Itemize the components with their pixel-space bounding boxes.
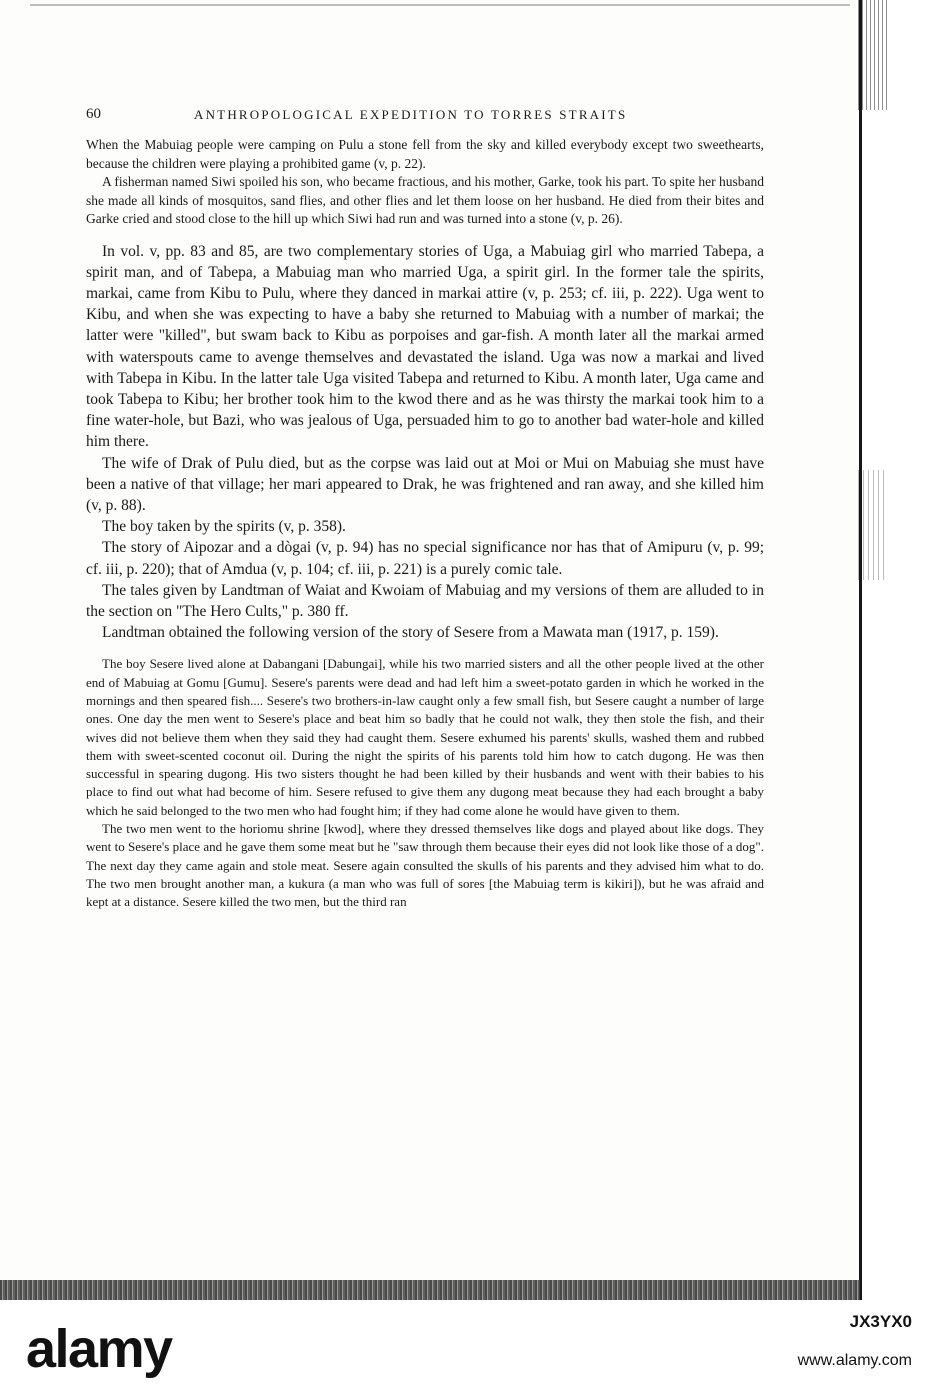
alamy-logo: alamy bbox=[26, 1319, 172, 1379]
paragraph-boy-spirits: The boy taken by the spirits (v, p. 358). bbox=[102, 518, 346, 536]
image-id: JX3YX0 bbox=[849, 1312, 912, 1331]
top-scan-rule bbox=[30, 4, 850, 6]
right-scan-margin bbox=[856, 0, 948, 1300]
extract-block bbox=[86, 655, 764, 911]
bottom-scan-strip bbox=[0, 1280, 860, 1300]
body-text bbox=[86, 136, 764, 912]
paragraph-drak-of-pulu: The wife of Drak of Pulu died, but as the corpse was laid out at Moi or Mui on Mabuiag she must have been a native of that village; her mari appeared to Drak, he was frightened and ran away, and she killed him (v, p. 88). bbox=[86, 454, 764, 514]
scan-noise-middle bbox=[858, 470, 888, 580]
extract-paragraph-sesere: The boy Sesere lived alone at Dabangani [Dabungai], while his two married sisters and all the other people lived at the other end of Mabuiag at Gomu [Gumu]. Sesere's parents were dead and had left him a sweet-potato garden in which he worked in the mornings and then speared fish.... Sesere's two brothers-in-law caught only a few small fish, but Sesere caught a number of large ones. One day the men went to Sesere's place and beat him so badly that he could not walk, they then stole the fish, and their wives did not believe them when they said they had caught them. Sesere exhumed his parents' skulls, washed them and rubbed them with sweet-scented coconut oil. During the night the spirits of his parents told him how to catch dugong. He was then successful in spearing dugong. His two sisters thought he had been killed by their husbands and went with their babies to his place to find out what had become of him. Sesere refused to give them any dugong meat because they had each brought a baby which he said belonged to the two men who had fought him; if they had come alone he would have given to them. bbox=[86, 656, 764, 818]
watermark-url: www.alamy.com bbox=[797, 1352, 912, 1369]
paragraph-stone-from-sky: When the Mabuiag people were camping on Pulu a stone fell from the sky and killed everybody except two sweethearts, because the children were playing a prohibited game (v, p. 22). bbox=[86, 137, 764, 171]
paragraph-uga-tabepa: In vol. v, pp. 83 and 85, are two complementary stories of Uga, a Mabuiag girl who married Tabepa, a spirit man, and of Tabepa, a Mabuiag man who married Uga, a spirit girl. In the former tale the spirits, markai, came from Kibu to Pulu, where they danced in markai attire (v, p. 253; cf. iii, p. 222). Uga went to Kibu, and when she was expecting to have a baby she returned to Mabuiag with a number of markai; the latter were "killed", but swam back to Kibu as porpoises and gar-fish. A month later all the markai armed with waterspouts came to avenge themselves and devastated the island. Uga was now a markai and lived with Tabepa in Kibu. In the latter tale Uga visited Tabepa and returned to Kibu. A month later, Uga came and took Tabepa to Kibu; her brother took him to the kwod there and as he was thirsty the markai took him to a fine water-hole, but Bazi, who was jealous of Uga, persuaded him to go to another bad water-hole and killed him there. bbox=[86, 242, 764, 451]
paragraph-aipozar: The story of Aipozar and a dògai (v, p. 94) has no special significance nor has that of Amipuru (v, p. 99; cf. iii, p. 220); that of Amdua (v, p. 104; cf. iii, p. 221) is a purely comic tale. bbox=[86, 539, 764, 578]
watermark-footer bbox=[0, 1300, 948, 1390]
page-number: 60 bbox=[86, 106, 101, 122]
right-scan-edge-line bbox=[859, 0, 862, 1300]
paragraph-landtman-tales: The tales given by Landtman of Waiat and Kwoiam of Mabuiag and my versions of them are alluded to in the section on "The Hero Cults," p. 380 ff. bbox=[86, 581, 764, 620]
paragraph-siwi-garke: A fisherman named Siwi spoiled his son, who became fractious, and his mother, Garke, took his part. To spite her husband she made all kinds of mosquitos, sand flies, and other flies and let them loose on her husband. He died from their bites and Garke cried and stood close to the hill up which Siwi had run and was turned into a stone (v, p. 26). bbox=[86, 174, 764, 226]
page-header bbox=[86, 106, 766, 128]
extract-paragraph-two-men: The two men went to the horiomu shrine [kwod], where they dressed themselves like dogs and played about like dogs. They went to Sesere's place and he gave them some meat but he "saw through them because their eyes did not look like those of a dog". The next day they came again and stole meat. Sesere again consulted the skulls of his parents and they advised him what to do. The two men brought another man, a kukura (a man who was full of sores [the Mabuiag term is kikiri]), but he was afraid and kept at a distance. Sesere killed the two men, but the third ran bbox=[86, 821, 764, 910]
scan-noise-top bbox=[858, 0, 888, 110]
running-head: ANTHROPOLOGICAL EXPEDITION TO TORRES STRAITS bbox=[194, 107, 628, 122]
paragraph-landtman-sesere-intro: Landtman obtained the following version of the story of Sesere from a Mawata man (1917, p. 159). bbox=[102, 624, 719, 642]
